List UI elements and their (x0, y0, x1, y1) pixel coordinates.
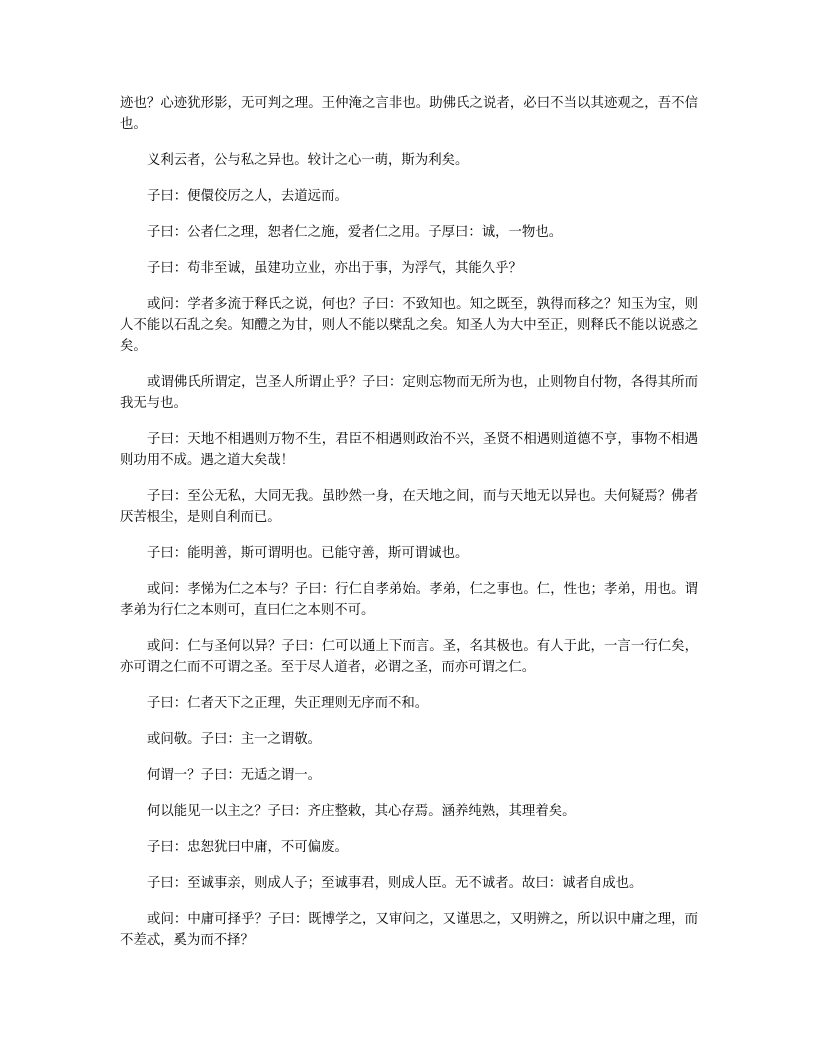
paragraph: 义利云者，公与私之异也。较计之心一萌，斯为利矣。 (147, 153, 469, 168)
paragraph: 子曰：忠恕犹曰中庸，不可偏废。 (147, 840, 348, 855)
paragraph: 子曰：便儇佼厉之人，去道远而。 (147, 189, 348, 204)
paragraph: 或问：学者多流于释氏之说，何也？子曰：不致知也。知之既至，孰得而移之？知玉为宝，则人不能以石乱之矣。知醴之为甘，则人不能以檗乱之矣。知圣人为大中至正，则释氏不能以说惑之矣。 (120, 297, 698, 354)
paragraph: 子曰：仁者天下之正理，失正理则无序而不和。 (147, 696, 429, 711)
paragraph: 或问：孝悌为仁之本与？子曰：行仁自孝弟始。孝弟，仁之事也。仁，性也；孝弟，用也。谓孝弟为行仁之本则可，直曰仁之本则不可。 (120, 582, 698, 618)
paragraph: 子曰：能明善，斯可谓明也。已能守善，斯可谓诚也。 (147, 546, 469, 561)
paragraph: 何以能见一以主之？子曰：齐庄整敕，其心存焉。涵养纯熟，其理着矣。 (147, 804, 576, 819)
paragraph: 子曰：苟非至诚，虽建功立业，亦出于事，为浮气，其能久乎？ (147, 261, 522, 276)
paragraph: 或问：中庸可择乎？子曰：既博学之，又审问之，又谨思之，又明辨之，所以识中庸之理，而不差忒，奚为而不择？ (120, 912, 698, 948)
paragraph: 子曰：公者仁之理，恕者仁之施，爱者仁之用。子厚曰：诚，一物也。 (147, 225, 563, 240)
paragraph: 或谓佛氏所谓定，岂圣人所谓止乎？子曰：定则忘物而无所为也，止则物自付物，各得其所而我无与也。 (120, 375, 698, 411)
document-page (120, 93, 698, 966)
paragraph: 或问：仁与圣何以异？子曰：仁可以通上下而言。圣，名其极也。有人于此，一言一行仁矣，亦可谓之仁而不可谓之圣。至于尽人道者，必谓之圣，而亦可谓之仁。 (120, 639, 698, 675)
paragraph: 迹也？心迹犹形影，无可判之理。王仲淹之言非也。助佛氏之说者，必曰不当以其迹观之，吾不信也。 (120, 96, 698, 132)
paragraph: 子曰：天地不相遇则万物不生，君臣不相遇则政治不兴，圣贤不相遇则道德不亨，事物不相遇则功用不成。遇之道大矣哉！ (120, 432, 698, 468)
paragraph: 何谓一？子曰：无适之谓一。 (147, 768, 322, 783)
paragraph: 子曰：至诚事亲，则成人子；至诚事君，则成人臣。无不诚者。故曰：诚者自成也。 (147, 876, 643, 891)
paragraph: 或问敬。子曰：主一之谓敬。 (147, 732, 322, 747)
paragraph: 子曰：至公无私，大同无我。虽眇然一身，在天地之间，而与天地无以异也。夫何疑焉？佛者厌苦根尘，是则自利而已。 (120, 489, 698, 525)
